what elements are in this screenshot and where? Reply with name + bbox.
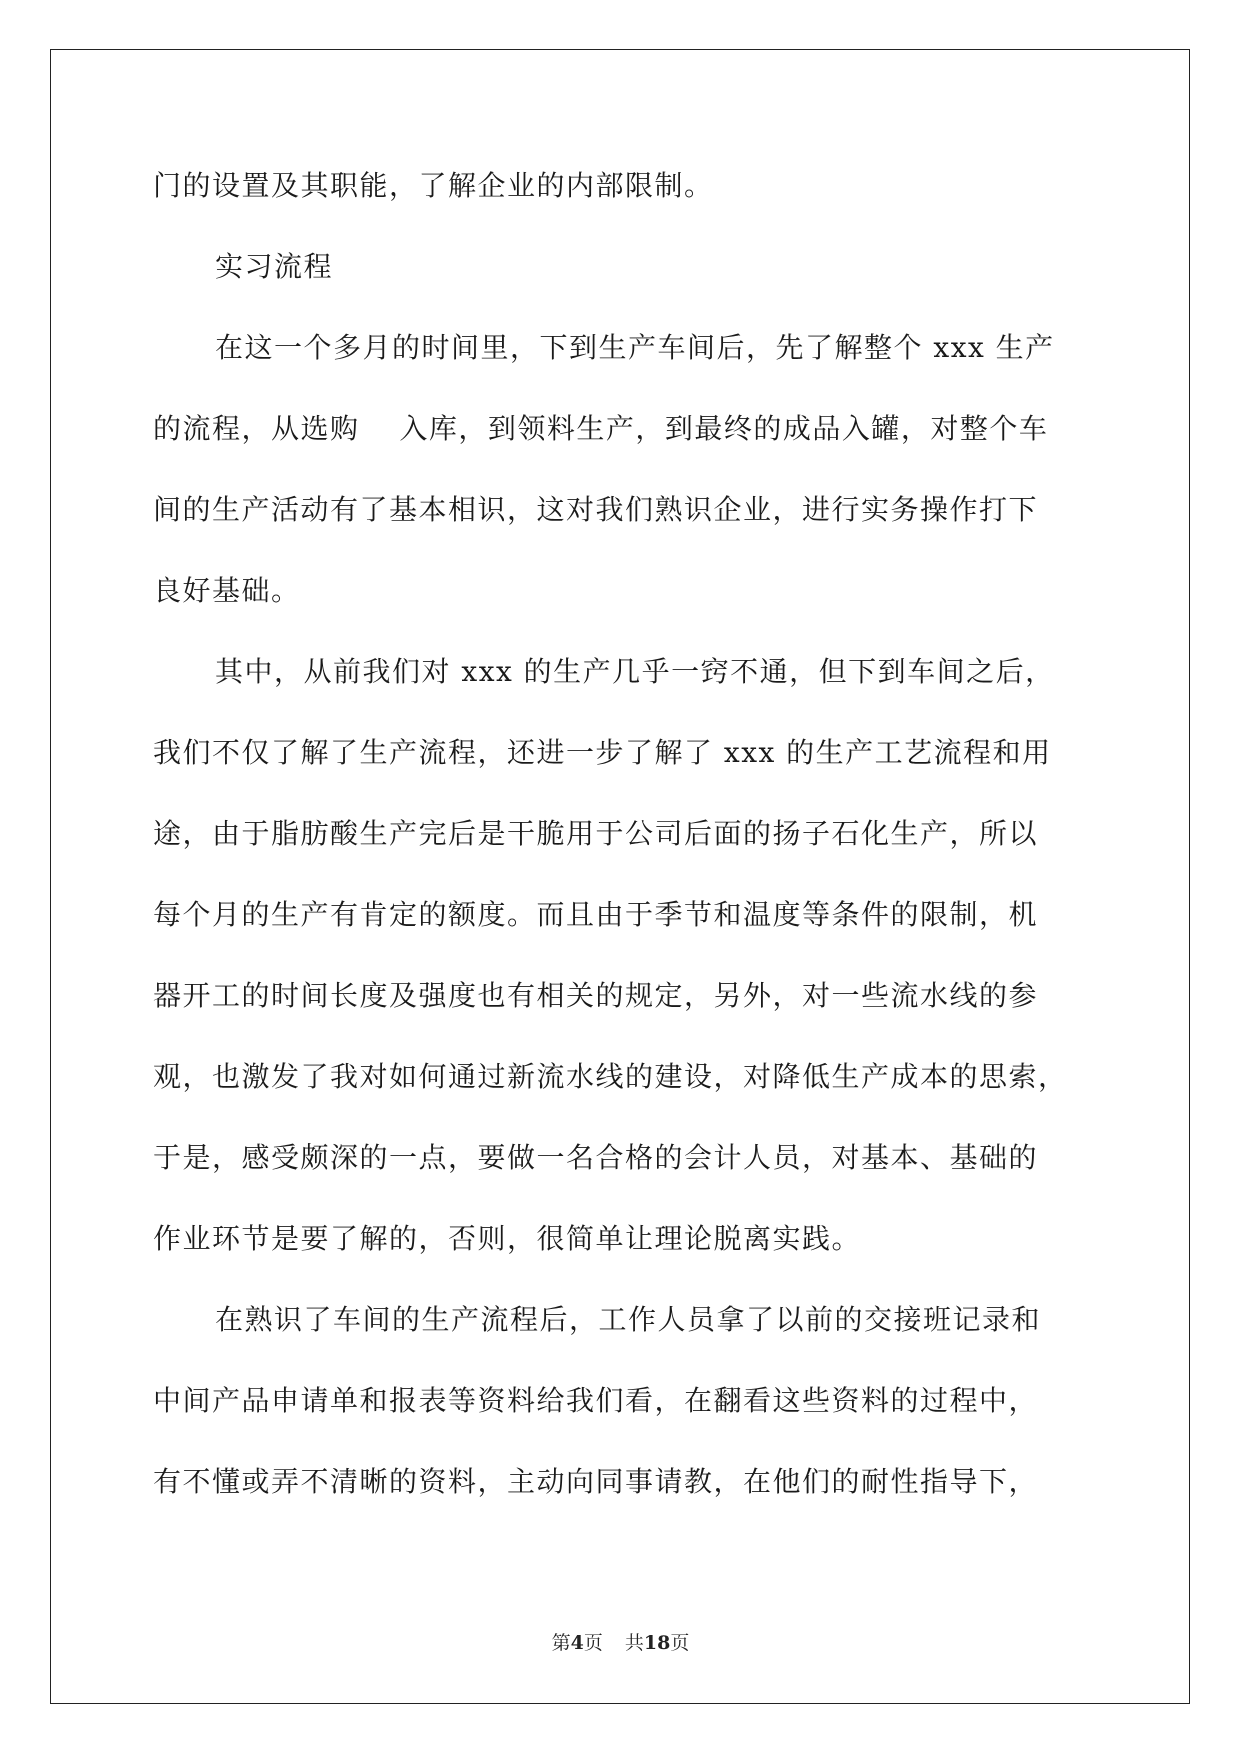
text-line: 器开工的时间长度及强度也有相关的规定，另外，对一些流水线的参 [153, 979, 1039, 1012]
text-line: 其中，从前我们对 xxx 的生产几乎一窍不通，但下到车间之后， [215, 655, 1055, 688]
page-footer [0, 1628, 1241, 1655]
text-line: 在熟识了车间的生产流程后，工作人员拿了以前的交接班记录和 [215, 1303, 1042, 1336]
body-text [153, 166, 1093, 1543]
text-line: 有不懂或弄不清晰的资料，主动向同事请教，在他们的耐性指导下， [153, 1465, 1039, 1498]
text-line: 良好基础。 [153, 574, 301, 607]
text-line: 的流程，从选购 入库，到领料生产，到最终的成品入罐，对整个车 [153, 412, 1049, 445]
text-line: 作业环节是要了解的，否则，很简单让理论脱离实践。 [153, 1222, 862, 1255]
text-line: 中间产品申请单和报表等资料给我们看，在翻看这些资料的过程中， [153, 1384, 1039, 1417]
total-pages-number: 18 [643, 1632, 671, 1654]
section-heading: 实习流程 [215, 250, 334, 283]
text-line: 观，也激发了我对如何通过新流水线的建设，对降低生产成本的思索， [153, 1060, 1068, 1093]
footer-prefix: 第 [551, 1632, 571, 1654]
text-line: 在这一个多月的时间里，下到生产车间后，先了解整个 xxx 生产 [215, 331, 1055, 364]
text-line: 于是，感受颇深的一点，要做一名合格的会计人员，对基本、基础的 [153, 1141, 1039, 1174]
text-line: 门的设置及其职能，了解企业的内部限制。 [153, 169, 714, 202]
text-line: 途，由于脂肪酸生产完后是干脆用于公司后面的扬子石化生产，所以 [153, 817, 1039, 850]
footer-page-word: 页 [583, 1632, 603, 1654]
footer-total-word: 页 [670, 1632, 690, 1654]
footer-total-prefix: 共 [624, 1632, 644, 1654]
text-line: 每个月的生产有肯定的额度。而且由于季节和温度等条件的限制，机 [153, 898, 1039, 931]
text-line: 我们不仅了解了生产流程，还进一步了解了 xxx 的生产工艺流程和用 [153, 736, 1052, 769]
current-page-number: 4 [570, 1632, 584, 1654]
text-line: 间的生产活动有了基本相识，这对我们熟识企业，进行实务操作打下 [153, 493, 1039, 526]
